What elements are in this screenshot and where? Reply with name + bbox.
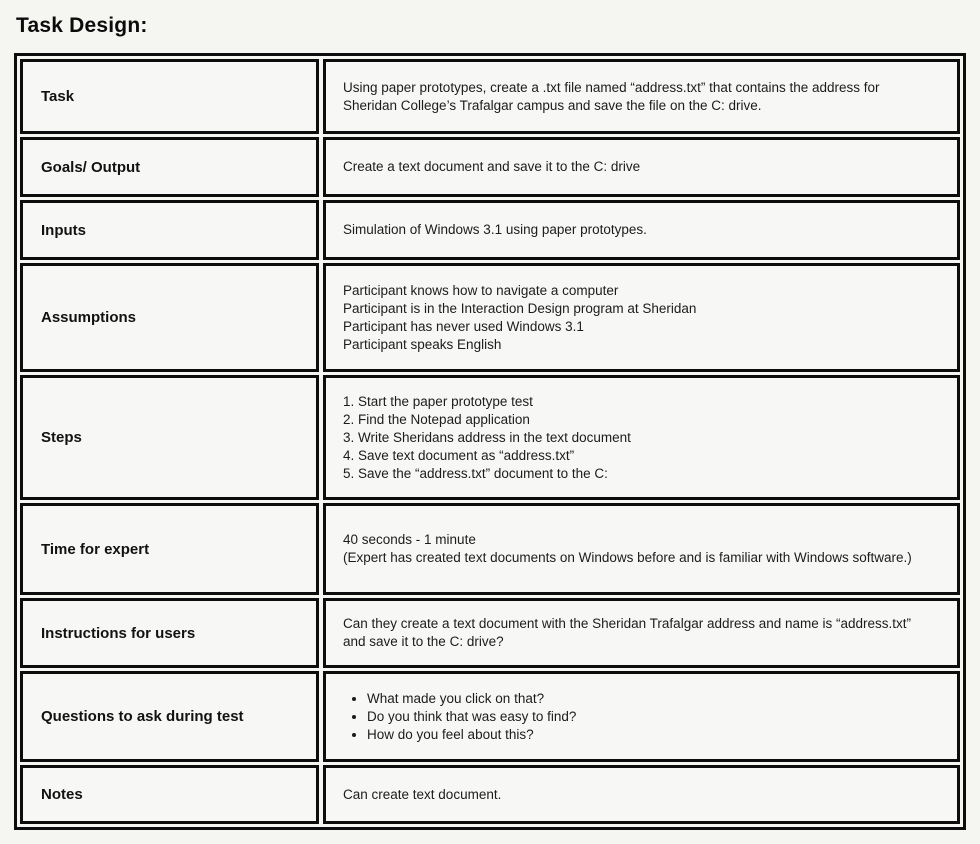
content-line: Participant is in the Interaction Design program at Sheridan [343, 300, 697, 316]
page-title: Task Design: [16, 14, 148, 37]
row-content [323, 503, 960, 595]
content-line: Using paper prototypes, create a .txt file named “address.txt” that contains the address for Sheridan College’s Trafalgar campus and save the file on the C: drive. [343, 79, 880, 113]
table-row [20, 503, 960, 595]
row-content [323, 671, 960, 762]
table-row [20, 598, 960, 668]
content-line: 4. Save text document as “address.txt” [343, 447, 575, 463]
row-content [323, 59, 960, 134]
content-line: 5. Save the “address.txt” document to the C: [343, 465, 608, 481]
row-label: Time for expert [41, 540, 150, 558]
content-line: Can create text document. [343, 786, 502, 802]
task-design-table [14, 53, 966, 830]
table-row [20, 375, 960, 500]
content-line: Participant has never used Windows 3.1 [343, 318, 584, 334]
table-row [20, 200, 960, 260]
row-label-cell [20, 503, 319, 595]
bullet-item: • Do you think that was easy to find? [367, 708, 937, 726]
content-line: 1. Start the paper prototype test [343, 393, 533, 409]
content-line: Can they create a text document with the Sheridan Trafalgar address and name is “address.txt” and save it to the C: drive? [343, 616, 912, 649]
content-line: Simulation of Windows 3.1 using paper prototypes. [343, 222, 647, 237]
content-line: Create a text document and save it to the C: drive [343, 159, 641, 174]
row-label: Goals/ Output [41, 158, 141, 176]
row-content [323, 765, 960, 824]
row-content [323, 375, 960, 500]
row-label: Assumptions [41, 309, 137, 326]
bullet-item: • What made you click on that? [367, 690, 937, 708]
row-content [323, 598, 960, 668]
row-label-cell [20, 59, 319, 134]
row-label: Inputs [41, 221, 86, 239]
row-label-cell [20, 263, 319, 372]
row-label: Instructions for users [41, 624, 196, 642]
row-label-cell [20, 598, 319, 668]
table-row [20, 671, 960, 762]
row-content [323, 200, 960, 260]
row-label: Steps [41, 429, 82, 446]
content-line: (Expert has created text documents on Windows before and is familiar with Windows software.) [343, 550, 912, 565]
row-label-cell [20, 137, 319, 197]
row-label-cell [20, 765, 319, 824]
row-label: Notes [41, 786, 83, 803]
row-label-cell [20, 200, 319, 260]
row-label-cell [20, 671, 319, 762]
row-label: Task [41, 88, 75, 105]
content-line: Participant speaks English [343, 336, 502, 352]
table-row [20, 765, 960, 824]
content-line: 3. Write Sheridans address in the text document [343, 429, 631, 445]
bullet-list [343, 690, 937, 744]
content-line: 2. Find the Notepad application [343, 411, 530, 427]
row-label-cell [20, 375, 319, 500]
table-row [20, 263, 960, 372]
table-row [20, 59, 960, 134]
table-row [20, 137, 960, 197]
bullet-item: • How do you feel about this? [367, 726, 937, 744]
row-label: Questions to ask during test [41, 708, 244, 725]
content-line: 40 seconds - 1 minute [343, 532, 476, 547]
content-line: Participant knows how to navigate a computer [343, 282, 619, 298]
row-content [323, 263, 960, 372]
row-content [323, 137, 960, 197]
